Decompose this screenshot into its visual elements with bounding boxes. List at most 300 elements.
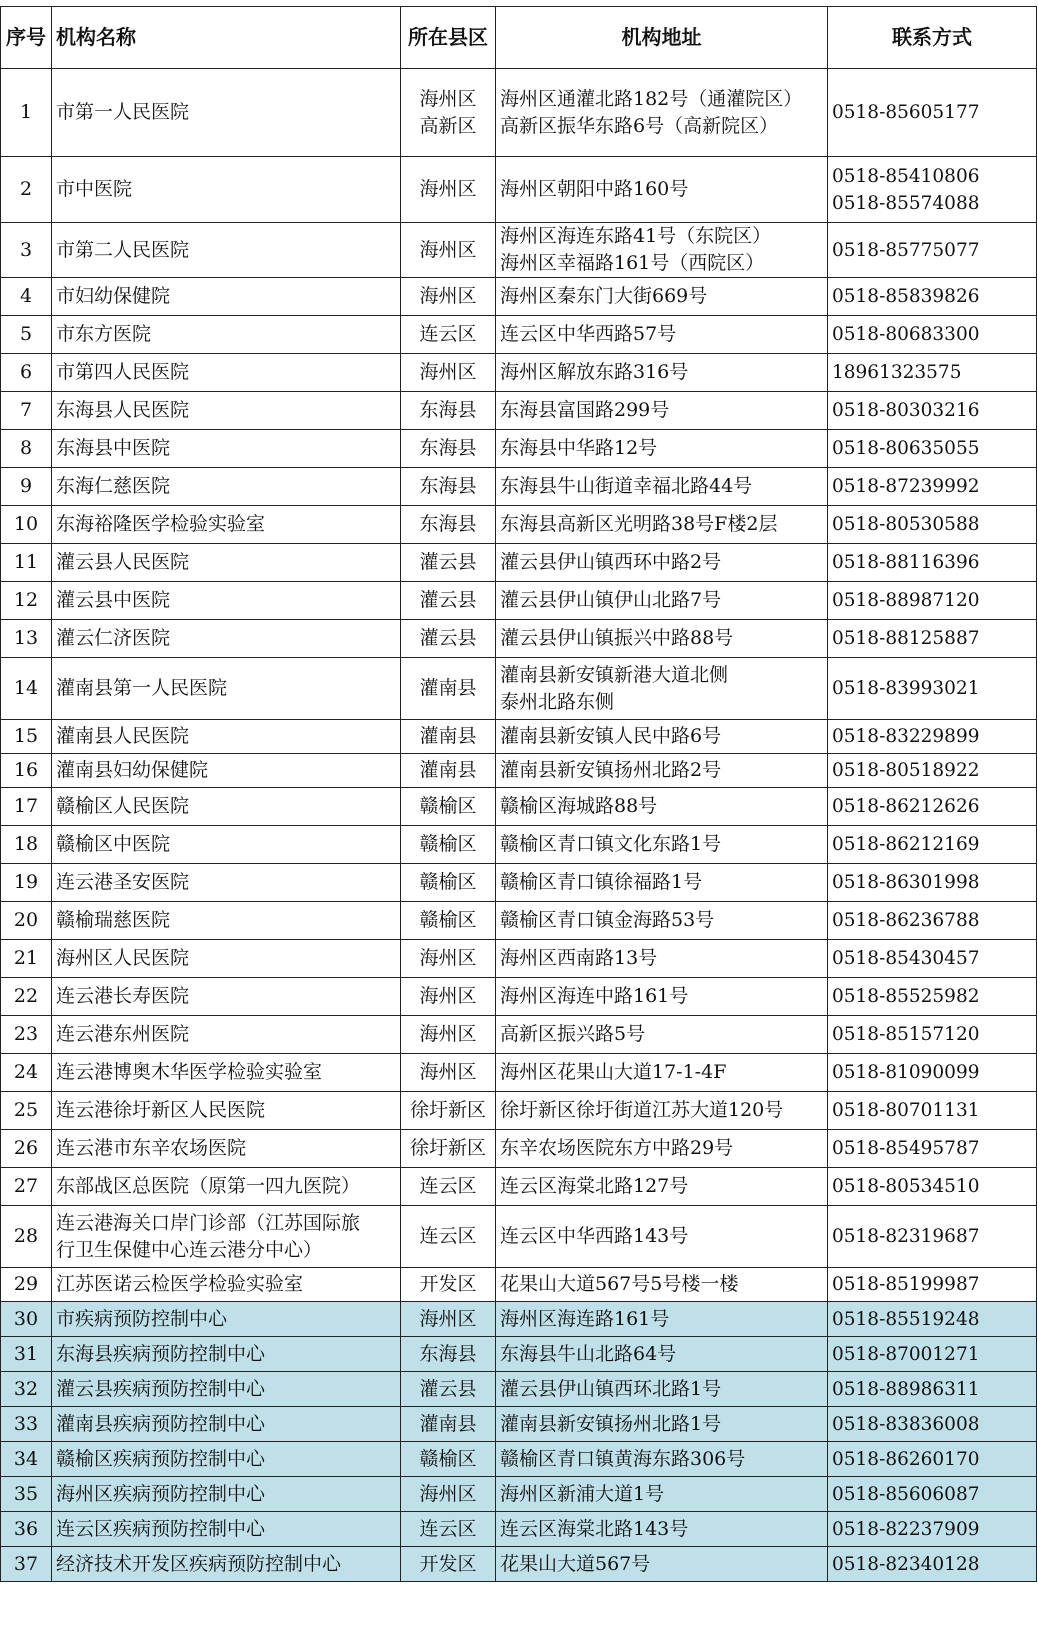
row-address-line: 海州区花果山大道17-1-4F: [500, 1061, 727, 1083]
row-phone-line: 0518-81090099: [832, 1062, 980, 1083]
row-address: [496, 316, 828, 354]
row-name-line: 灌南县第一人民医院: [56, 677, 228, 699]
row-index: 23: [1, 1016, 52, 1054]
row-phone: [828, 157, 1037, 223]
row-phone-line: 0518-85775077: [832, 239, 980, 261]
row-phone: [828, 864, 1037, 902]
row-name-line: 连云港东州医院: [56, 1023, 190, 1045]
row-address: [496, 1016, 828, 1054]
row-county: [401, 1547, 496, 1582]
table-row: [1, 1206, 1037, 1268]
row-name-line: 市妇幼保健院: [56, 285, 171, 307]
row-phone-line: 0518-86260170: [832, 1448, 980, 1470]
row-address-line: 灌云县伊山镇伊山北路7号: [500, 589, 722, 611]
row-name: [52, 902, 401, 940]
row-name: [52, 1477, 401, 1512]
row-county: [401, 658, 496, 720]
row-phone: [828, 754, 1037, 788]
row-name-line: 东海裕隆医学检验实验室: [56, 513, 266, 535]
row-index: 3: [1, 223, 52, 278]
row-phone-line: 0518-85839826: [832, 286, 980, 307]
row-address-line: 东海县牛山街道幸福北路44号: [500, 475, 753, 497]
row-name: [52, 864, 401, 902]
row-name: [52, 658, 401, 720]
table-row: [1, 1477, 1037, 1512]
row-name-line: 连云港徐圩新区人民医院: [56, 1099, 266, 1121]
table-row: [1, 278, 1037, 316]
row-address: [496, 1206, 828, 1268]
row-phone-line: 0518-86301998: [832, 872, 980, 893]
table-row: [1, 1092, 1037, 1130]
row-name: [52, 544, 401, 582]
table-row: [1, 544, 1037, 582]
row-name: [52, 720, 401, 754]
row-county-line: 连云区: [419, 1517, 477, 1540]
table-row: [1, 826, 1037, 864]
row-phone-line: 18961323575: [832, 362, 962, 383]
row-phone: [828, 1168, 1037, 1206]
row-address: [496, 658, 828, 720]
table-row: [1, 157, 1037, 223]
row-address: [496, 1302, 828, 1337]
row-county-line: 赣榆区: [419, 871, 477, 893]
table-row: [1, 1337, 1037, 1372]
row-address: [496, 1477, 828, 1512]
row-county-line: 灌南县: [419, 759, 477, 781]
row-index: 37: [1, 1547, 52, 1582]
row-county-line: 灌南县: [419, 1412, 477, 1435]
table-row: [1, 392, 1037, 430]
row-phone: [828, 430, 1037, 468]
row-address-line: 东海县中华路12号: [500, 437, 658, 459]
row-address: [496, 392, 828, 430]
row-county-line: 海州区: [419, 1061, 477, 1083]
row-name-line: 灌南县疾病预防控制中心: [56, 1412, 266, 1435]
row-address-line: 灌云县伊山镇西环北路1号: [500, 1377, 722, 1400]
row-county: [401, 978, 496, 1016]
row-index: 13: [1, 620, 52, 658]
row-county-line: 连云区: [419, 1175, 477, 1197]
row-address: [496, 582, 828, 620]
row-county: [401, 754, 496, 788]
row-name-line: 东海县人民医院: [56, 399, 190, 421]
row-address-line: 徐圩新区徐圩街道江苏大道120号: [500, 1099, 784, 1121]
row-county-line: 灌云县: [419, 551, 477, 573]
row-phone-line: 0518-86212169: [832, 834, 980, 855]
table-row: [1, 354, 1037, 392]
row-index: 21: [1, 940, 52, 978]
row-name: [52, 1054, 401, 1092]
row-county: [401, 354, 496, 392]
table-row: [1, 506, 1037, 544]
row-county: [401, 1512, 496, 1547]
row-county-line: 东海县: [419, 1342, 477, 1365]
table-row: [1, 69, 1037, 157]
row-index: 11: [1, 544, 52, 582]
row-index: 26: [1, 1130, 52, 1168]
row-index: 7: [1, 392, 52, 430]
row-index: 28: [1, 1206, 52, 1268]
row-address: [496, 69, 828, 157]
row-phone-line: 0518-85519248: [832, 1308, 980, 1330]
table-row: [1, 1547, 1037, 1582]
row-phone-line: 0518-80303216: [832, 400, 980, 421]
row-county-line: 连云区: [419, 1225, 477, 1247]
row-county: [401, 316, 496, 354]
row-county-line: 赣榆区: [419, 909, 477, 931]
row-county: [401, 69, 496, 157]
row-name-line: 灌云县疾病预防控制中心: [56, 1377, 266, 1400]
row-county: [401, 1054, 496, 1092]
table-row: [1, 582, 1037, 620]
row-address-line: 东辛农场医院东方中路29号: [500, 1137, 734, 1159]
table-row: [1, 620, 1037, 658]
row-phone: [828, 316, 1037, 354]
row-name: [52, 1337, 401, 1372]
row-county-line: 徐圩新区: [409, 1137, 486, 1159]
row-county-line: 开发区: [419, 1273, 477, 1295]
row-phone-line: 0518-85495787: [832, 1138, 980, 1159]
row-index: 27: [1, 1168, 52, 1206]
row-phone-line: 0518-88986311: [832, 1378, 980, 1400]
row-phone: [828, 1372, 1037, 1407]
row-county-line: 徐圩新区: [409, 1099, 486, 1121]
row-name: [52, 1407, 401, 1442]
table-row: [1, 1054, 1037, 1092]
row-name: [52, 1302, 401, 1337]
row-phone-line: 0518-80701131: [832, 1100, 980, 1121]
row-index: 2: [1, 157, 52, 223]
row-name-line: 连云港海关口岸门诊部（江苏国际旅: [56, 1211, 361, 1234]
row-phone-line: 0518-87001271: [832, 1343, 980, 1365]
row-phone: [828, 788, 1037, 826]
row-index: 24: [1, 1054, 52, 1092]
table-row: [1, 658, 1037, 720]
row-county-line: 赣榆区: [419, 833, 477, 855]
row-phone-line: 0518-86236788: [832, 910, 980, 931]
row-name-line: 连云区疾病预防控制中心: [56, 1517, 266, 1540]
row-county: [401, 1407, 496, 1442]
row-name-line: 市第一人民医院: [56, 101, 190, 123]
row-name: [52, 620, 401, 658]
row-phone-line: 0518-85606087: [832, 1483, 980, 1505]
row-name-line: 赣榆区中医院: [56, 833, 171, 855]
row-address-line: 赣榆区青口镇徐福路1号: [500, 871, 703, 893]
row-county: [401, 392, 496, 430]
row-phone-line: 0518-80518922: [832, 760, 980, 781]
row-county: [401, 1372, 496, 1407]
row-phone: [828, 1337, 1037, 1372]
header-index: 序号: [1, 7, 52, 69]
row-name-line: 赣榆区人民医院: [56, 795, 190, 817]
row-name-line: 灌云县人民医院: [56, 551, 190, 573]
row-address: [496, 1512, 828, 1547]
table-row: [1, 223, 1037, 278]
table-row: [1, 430, 1037, 468]
row-county-line: 海州区: [419, 178, 477, 200]
row-county-line: 海州区: [419, 87, 477, 110]
row-name: [52, 1547, 401, 1582]
row-phone-line: 0518-80683300: [832, 324, 980, 345]
row-phone-line: 0518-80530588: [832, 514, 980, 535]
row-index: 5: [1, 316, 52, 354]
row-phone-line: 0518-83836008: [832, 1413, 980, 1435]
row-address-line: 海州区朝阳中路160号: [500, 178, 689, 200]
table-row: [1, 1168, 1037, 1206]
table-row: [1, 1016, 1037, 1054]
row-phone: [828, 720, 1037, 754]
row-phone-line: 0518-88987120: [832, 590, 980, 611]
row-index: 15: [1, 720, 52, 754]
row-address: [496, 223, 828, 278]
row-phone-line: 0518-85430457: [832, 948, 980, 969]
row-address-line: 赣榆区青口镇金海路53号: [500, 909, 715, 931]
table-body: [1, 69, 1037, 1582]
row-name: [52, 1206, 401, 1268]
row-address-line: 海州区海连路161号: [500, 1307, 670, 1330]
row-address-line: 灌南县新安镇扬州北路2号: [500, 759, 722, 781]
row-phone: [828, 392, 1037, 430]
row-name-line: 灌云县中医院: [56, 589, 171, 611]
row-phone-line: 0518-85410806: [832, 165, 980, 187]
row-phone-line: 0518-80534510: [832, 1176, 980, 1197]
row-phone-line: 0518-82237909: [832, 1518, 980, 1540]
row-index: 20: [1, 902, 52, 940]
row-name-line: 连云港长寿医院: [56, 985, 190, 1007]
row-index: 36: [1, 1512, 52, 1547]
table-row: [1, 1512, 1037, 1547]
row-phone-line: 0518-85157120: [832, 1024, 980, 1045]
row-address: [496, 826, 828, 864]
row-county: [401, 902, 496, 940]
row-name-line: 赣榆区疾病预防控制中心: [56, 1447, 266, 1470]
row-address-line: 花果山大道567号5号楼一楼: [500, 1273, 739, 1295]
row-county: [401, 468, 496, 506]
row-address: [496, 940, 828, 978]
row-name: [52, 278, 401, 316]
header-phone: 联系方式: [828, 7, 1037, 69]
row-phone: [828, 1268, 1037, 1302]
row-phone-line: 0518-85605177: [832, 102, 980, 123]
row-county-line: 东海县: [419, 399, 477, 421]
row-phone-line: 0518-82319687: [832, 1226, 980, 1247]
row-address-line: 花果山大道567号: [500, 1552, 651, 1575]
row-address: [496, 1168, 828, 1206]
row-address: [496, 1547, 828, 1582]
row-address: [496, 1407, 828, 1442]
row-phone-line: 0518-85574088: [832, 192, 980, 214]
row-name: [52, 354, 401, 392]
table-row: [1, 788, 1037, 826]
row-county-line: 东海县: [419, 475, 477, 497]
table-row: [1, 1268, 1037, 1302]
row-name-line: 东海仁慈医院: [56, 475, 171, 497]
row-address-line: 赣榆区青口镇黄海东路306号: [500, 1447, 746, 1470]
row-name: [52, 468, 401, 506]
table-row: [1, 1442, 1037, 1477]
row-phone-line: 0518-82340128: [832, 1553, 980, 1575]
row-address-line: 灌南县新安镇新港大道北侧: [500, 663, 729, 686]
row-address: [496, 1130, 828, 1168]
table-row: [1, 720, 1037, 754]
row-name: [52, 392, 401, 430]
row-county: [401, 278, 496, 316]
row-phone: [828, 506, 1037, 544]
row-index: 10: [1, 506, 52, 544]
row-county: [401, 1206, 496, 1268]
row-county-line: 海州区: [419, 1023, 477, 1045]
row-index: 4: [1, 278, 52, 316]
row-phone: [828, 826, 1037, 864]
row-county-line: 东海县: [419, 513, 477, 535]
row-address-line: 海州区秦东门大街669号: [500, 285, 708, 307]
row-county: [401, 864, 496, 902]
row-address-line: 高新区振华东路6号（高新院区）: [500, 114, 779, 137]
row-county-line: 海州区: [419, 238, 477, 261]
row-address: [496, 1372, 828, 1407]
row-name-line: 海州区人民医院: [56, 947, 190, 969]
row-county: [401, 157, 496, 223]
row-address: [496, 754, 828, 788]
row-name-line: 海州区疾病预防控制中心: [56, 1482, 266, 1505]
table-row: [1, 468, 1037, 506]
row-name-line: 东海县中医院: [56, 437, 171, 459]
row-name: [52, 157, 401, 223]
row-index: 14: [1, 658, 52, 720]
row-phone-line: 0518-80635055: [832, 438, 980, 459]
row-county-line: 灌云县: [419, 1377, 477, 1400]
row-county-line: 赣榆区: [419, 1447, 477, 1470]
row-phone: [828, 1407, 1037, 1442]
table-row: [1, 1372, 1037, 1407]
row-address-line: 连云区海棠北路143号: [500, 1517, 689, 1540]
row-county-line: 海州区: [419, 285, 477, 307]
row-county-line: 连云区: [419, 323, 477, 345]
row-address-line: 灌云县伊山镇西环中路2号: [500, 551, 722, 573]
row-phone: [828, 902, 1037, 940]
row-address-line: 海州区海连中路161号: [500, 985, 689, 1007]
row-address-line: 海州区幸福路161号（西院区）: [500, 252, 765, 274]
row-phone: [828, 1547, 1037, 1582]
row-address-line: 海州区西南路13号: [500, 947, 658, 969]
table-row: [1, 1302, 1037, 1337]
row-address-line: 灌南县新安镇扬州北路1号: [500, 1412, 722, 1435]
header-county: 所在县区: [401, 7, 496, 69]
row-address: [496, 1092, 828, 1130]
row-phone: [828, 544, 1037, 582]
header-name: 机构名称: [52, 7, 401, 69]
row-address-line: 赣榆区青口镇文化东路1号: [500, 833, 722, 855]
row-address: [496, 720, 828, 754]
row-phone-line: 0518-87239992: [832, 476, 980, 497]
row-address-line: 连云区海棠北路127号: [500, 1175, 689, 1197]
row-index: 17: [1, 788, 52, 826]
institution-table-container: [0, 6, 1037, 1582]
row-name: [52, 788, 401, 826]
row-county-line: 海州区: [419, 947, 477, 969]
row-name: [52, 430, 401, 468]
row-address-line: 海州区新浦大道1号: [500, 1482, 665, 1505]
row-address-line: 连云区中华西路143号: [500, 1225, 689, 1247]
row-index: 30: [1, 1302, 52, 1337]
row-name: [52, 69, 401, 157]
row-county-line: 海州区: [419, 985, 477, 1007]
row-index: 6: [1, 354, 52, 392]
row-address: [496, 354, 828, 392]
row-name-line: 东部战区总医院（原第一四九医院）: [56, 1175, 361, 1197]
row-address-line: 东海县牛山北路64号: [500, 1342, 677, 1365]
row-index: 1: [1, 69, 52, 157]
row-phone: [828, 69, 1037, 157]
row-index: 8: [1, 430, 52, 468]
row-county-line: 东海县: [419, 437, 477, 459]
row-address: [496, 620, 828, 658]
row-phone: [828, 468, 1037, 506]
row-index: 9: [1, 468, 52, 506]
row-address-line: 高新区振兴路5号: [500, 1023, 646, 1045]
row-phone: [828, 1442, 1037, 1477]
row-county: [401, 1268, 496, 1302]
row-index: 31: [1, 1337, 52, 1372]
row-address: [496, 157, 828, 223]
row-index: 16: [1, 754, 52, 788]
row-name: [52, 826, 401, 864]
row-address: [496, 430, 828, 468]
row-address: [496, 902, 828, 940]
row-name-line: 市中医院: [56, 178, 133, 200]
row-county: [401, 544, 496, 582]
row-index: 29: [1, 1268, 52, 1302]
row-county: [401, 788, 496, 826]
row-phone-line: 0518-88116396: [832, 552, 980, 573]
row-address: [496, 1268, 828, 1302]
table-row: [1, 978, 1037, 1016]
row-name-line: 东海县疾病预防控制中心: [56, 1342, 266, 1365]
row-name: [52, 1130, 401, 1168]
row-name-line: 市第二人民医院: [56, 238, 190, 261]
row-name: [52, 316, 401, 354]
row-county: [401, 1302, 496, 1337]
row-address: [496, 978, 828, 1016]
row-phone: [828, 940, 1037, 978]
row-index: 18: [1, 826, 52, 864]
row-name: [52, 506, 401, 544]
row-address-line: 东海县高新区光明路38号F楼2层: [500, 513, 778, 535]
row-index: 34: [1, 1442, 52, 1477]
row-address: [496, 468, 828, 506]
row-phone: [828, 582, 1037, 620]
row-name: [52, 1268, 401, 1302]
row-county: [401, 1337, 496, 1372]
row-county: [401, 1477, 496, 1512]
row-county-line: 灌南县: [419, 677, 477, 699]
row-address: [496, 506, 828, 544]
row-name-line: 连云港博奥木华医学检验实验室: [56, 1061, 323, 1083]
row-phone: [828, 1130, 1037, 1168]
row-phone: [828, 978, 1037, 1016]
row-phone: [828, 1092, 1037, 1130]
row-phone: [828, 658, 1037, 720]
row-county-line: 灌南县: [419, 725, 477, 747]
row-name-line: 江苏医诺云检医学检验实验室: [56, 1273, 304, 1295]
row-index: 32: [1, 1372, 52, 1407]
row-phone: [828, 354, 1037, 392]
row-county: [401, 720, 496, 754]
row-index: 33: [1, 1407, 52, 1442]
row-county-line: 海州区: [419, 361, 477, 383]
row-name: [52, 1016, 401, 1054]
row-index: 19: [1, 864, 52, 902]
